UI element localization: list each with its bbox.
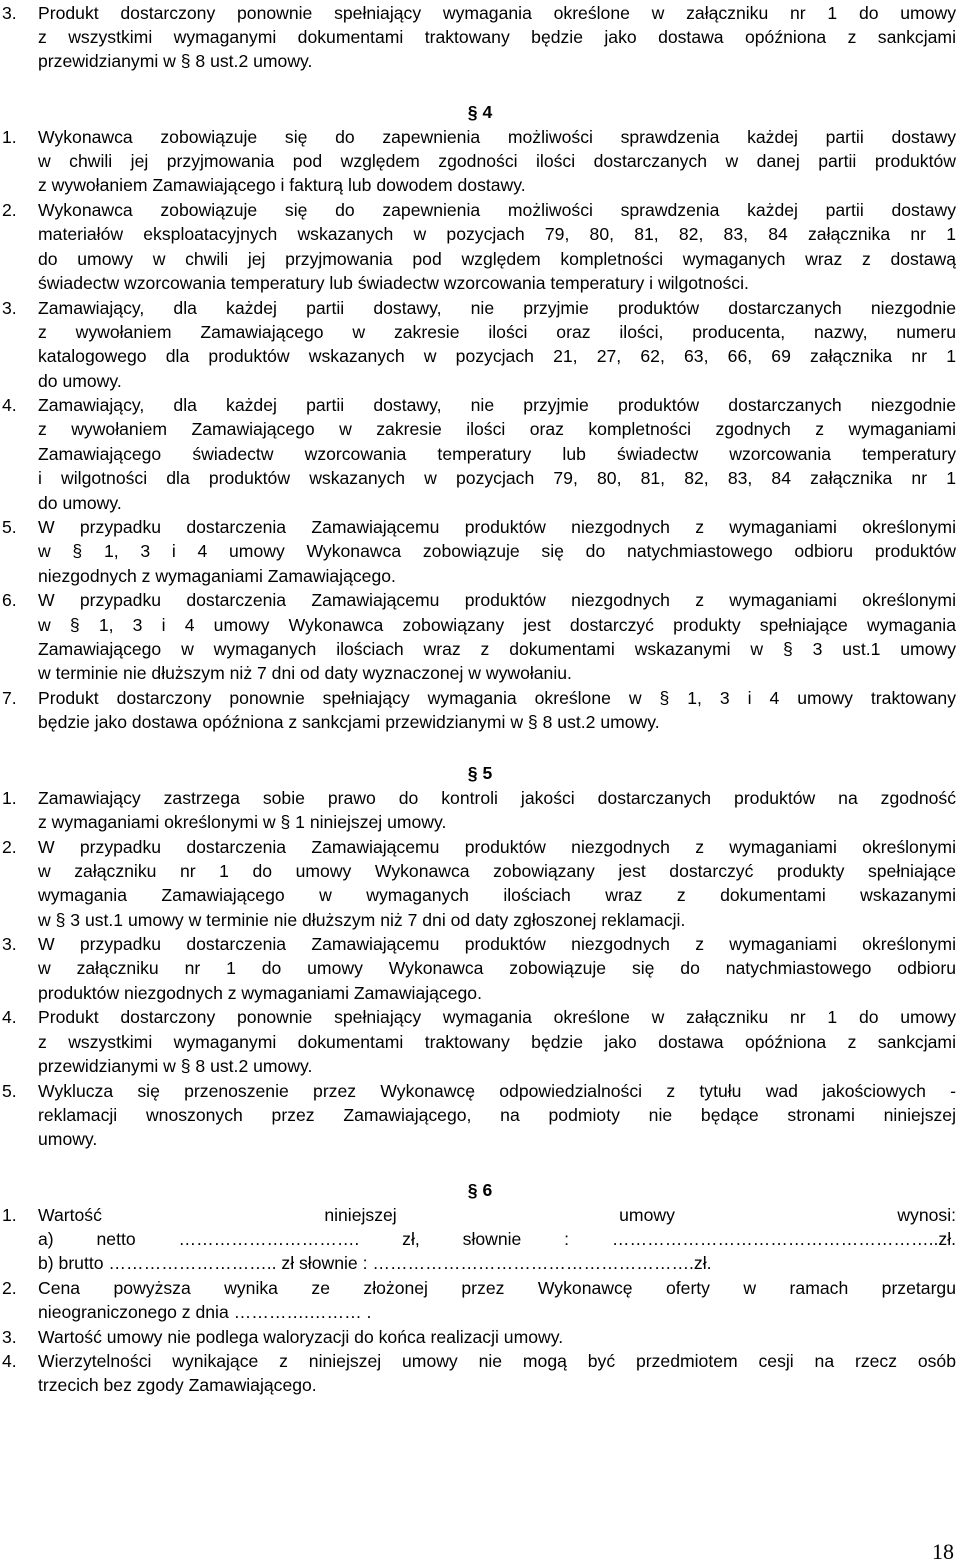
paragraph-number: 4. (2, 395, 17, 416)
text-line: produktów niezgodnych z wymaganiami Zamawiającego. (38, 982, 482, 1003)
numbered-paragraph (0, 125, 960, 198)
text-line: z wszystkimi wymaganymi dokumentami traktowany będzie jako dostawa opóźniona z sankcjami (38, 26, 956, 47)
text-line: umowy. (38, 1129, 98, 1150)
text-line: niezgodnych z wymaganiami Zamawiającego. (38, 565, 396, 586)
text-line: materiałów eksploatacyjnych wskazanych w pozycjach 79, 80, 81, 82, 83, 84 załącznika nr 1 (38, 224, 956, 245)
numbered-paragraph (0, 198, 960, 296)
text-line: Wartość niniejszej umowy wynosi: (38, 1204, 956, 1225)
numbered-paragraph (0, 686, 960, 735)
text-line: z wywołaniem Zamawiającego w zakresie ilości oraz kompletności zgodnych z wymaganiami (38, 419, 956, 440)
numbered-paragraph (0, 1203, 960, 1276)
text-line: w załączniku nr 1 do umowy Wykonawca zobowiązuje się do natychmiastowego odbioru (38, 958, 956, 979)
text-line: w chwili jej przyjmowania pod względem zgodności ilości dostarczanych w danej partii produktów (38, 151, 956, 172)
paragraph-number: 1. (2, 787, 17, 808)
numbered-paragraph (0, 1, 960, 74)
text-line: w § 1, 3 i 4 umowy Wykonawca zobowiązuje się do natychmiastowego odbioru produktów (38, 541, 956, 562)
text-line: z wszystkimi wymaganymi dokumentami traktowany będzie jako dostawa opóźniona z sankcjami (38, 1031, 956, 1052)
text-line: z wywołaniem Zamawiającego w zakresie ilości oraz ilości, producenta, nazwy, numeru (38, 321, 956, 342)
section-heading: § 4 (467, 102, 493, 123)
text-line: Wierzytelności wynikające z niniejszej umowy nie mogą być przedmiotem cesji na rzecz osób (38, 1351, 956, 1372)
paragraph-number: 3. (2, 1326, 17, 1347)
text-line: Zamawiający, dla każdej partii dostawy, nie przyjmie produktów dostarczanych niezgodnie (38, 395, 956, 416)
numbered-paragraph (0, 1276, 960, 1325)
text-line: W przypadku dostarczenia Zamawiającemu produktów niezgodnych z wymaganiami określonymi (38, 590, 956, 611)
paragraph-number: 4. (2, 1351, 17, 1372)
numbered-paragraph (0, 786, 960, 835)
text-line: Wykonawca zobowiązuje się do zapewnienia możliwości sprawdzenia każdej partii dostawy (38, 126, 956, 147)
paragraph-number: 2. (2, 199, 17, 220)
numbered-paragraph (0, 932, 960, 1005)
text-line: Wartość umowy nie podlega waloryzacji do końca realizacji umowy. (38, 1326, 564, 1347)
text-line: w załączniku nr 1 do umowy Wykonawca zobowiązany jest dostarczyć produkty spełniające (38, 860, 956, 881)
text-line: reklamacji wnoszonych przez Zamawiającego, na podmioty nie będące stronami niniejszej (38, 1104, 956, 1125)
numbered-paragraph (0, 393, 960, 515)
text-line: a) netto …………………………. zł, słownie : ………………………………………………..zł. (38, 1229, 956, 1250)
text-line: W przypadku dostarczenia Zamawiającemu produktów niezgodnych z wymaganiami określonymi (38, 934, 956, 955)
text-line: Wykonawca zobowiązuje się do zapewnienia możliwości sprawdzenia każdej partii dostawy (38, 199, 956, 220)
text-line: Produkt dostarczony ponownie spełniający wymagania określone w załączniku nr 1 do umowy (38, 1007, 956, 1028)
text-line: do umowy. (38, 492, 122, 513)
text-line: z wywołaniem Zamawiającego i fakturą lub dowodem dostawy. (38, 175, 526, 196)
paragraph-number: 5. (2, 1080, 17, 1101)
page-number: 18 (932, 1539, 954, 1564)
text-line: Zamawiającego w wymaganych ilościach wraz z dokumentami wskazanymi w § 3 ust.1 umowy (38, 639, 956, 660)
paragraph-number: 4. (2, 1007, 17, 1028)
numbered-paragraph (0, 1079, 960, 1152)
text-line: nieograniczonego z dnia ………….……… . (38, 1302, 372, 1323)
text-line: w § 1, 3 i 4 umowy Wykonawca zobowiązany jest dostarczyć produkty spełniające wymagania (38, 614, 956, 635)
text-line: Zamawiający zastrzega sobie prawo do kontroli jakości dostarczanych produktów na zgodność (38, 787, 956, 808)
text-line: przewidzianymi w § 8 ust.2 umowy. (38, 1056, 313, 1077)
text-line: trzecich bez zgody Zamawiającego. (38, 1375, 317, 1396)
text-line: w terminie nie dłuższym niż 7 dni od daty wyznaczonej w wywołaniu. (38, 663, 572, 684)
paragraph-number: 1. (2, 1204, 17, 1225)
text-line: przewidzianymi w § 8 ust.2 umowy. (38, 51, 313, 72)
numbered-paragraph (0, 296, 960, 394)
numbered-paragraph (0, 1325, 960, 1349)
text-line: Produkt dostarczony ponownie spełniający wymagania określone w § 1, 3 i 4 umowy traktowany (38, 687, 956, 708)
paragraph-number: 3. (2, 934, 17, 955)
text-line: świadectw wzorcowania temperatury lub świadectw wzorcowania temperatury i wilgotności. (38, 273, 749, 294)
text-line: będzie jako dostawa opóźniona z sankcjami przewidzianymi w § 8 ust.2 umowy. (38, 712, 660, 733)
text-line: z wymaganiami określonymi w § 1 niniejszej umowy. (38, 812, 447, 833)
text-line: do umowy. (38, 370, 122, 391)
paragraph-number: 5. (2, 517, 17, 538)
section-heading: § 5 (467, 763, 493, 784)
paragraph-number: 2. (2, 836, 17, 857)
text-line: i wilgotności dla produktów wskazanych w pozycjach 79, 80, 81, 82, 83, 84 załącznika nr 1 (38, 468, 956, 489)
text-line: b) brutto ……………………….. zł słownie : ……………………………………………….zł. (38, 1253, 712, 1274)
text-line: katalogowego dla produktów wskazanych w pozycjach 21, 27, 62, 63, 66, 69 załącznika nr 1 (38, 346, 956, 367)
text-line: w § 3 ust.1 umowy w terminie nie dłuższym niż 7 dni od daty zgłoszonej reklamacji. (38, 909, 686, 930)
paragraph-number: 3. (2, 297, 17, 318)
paragraph-number: 2. (2, 1277, 17, 1298)
section-heading: § 6 (467, 1180, 493, 1201)
text-line: Zamawiającego świadectw wzorcowania temperatury lub świadectw wzorcowania temperatury (38, 443, 956, 464)
text-line: Cena powyższa wynika ze złożonej przez Wykonawcę oferty w ramach przetargu (38, 1277, 956, 1298)
numbered-paragraph (0, 1005, 960, 1078)
numbered-paragraph (0, 515, 960, 588)
text-line: Wyklucza się przenoszenie przez Wykonawcę odpowiedzialności z tytułu wad jakościowych - (38, 1080, 956, 1101)
numbered-paragraph (0, 1349, 960, 1398)
text-line: Produkt dostarczony ponownie spełniający wymagania określone w załączniku nr 1 do umowy (38, 2, 956, 23)
text-line: Zamawiający, dla każdej partii dostawy, nie przyjmie produktów dostarczanych niezgodnie (38, 297, 956, 318)
numbered-paragraph (0, 835, 960, 933)
paragraph-number: 3. (2, 2, 17, 23)
numbered-paragraph (0, 588, 960, 686)
text-line: W przypadku dostarczenia Zamawiającemu produktów niezgodnych z wymaganiami określonymi (38, 517, 956, 538)
paragraph-number: 7. (2, 687, 17, 708)
paragraph-number: 6. (2, 590, 17, 611)
text-line: wymagania Zamawiającego w wymaganych ilościach wraz z dokumentami wskazanymi (38, 885, 956, 906)
text-line: do umowy w chwili jej przyjmowania pod względem kompletności wymaganych wraz z dostawą (38, 248, 956, 269)
paragraph-number: 1. (2, 126, 17, 147)
text-line: W przypadku dostarczenia Zamawiającemu produktów niezgodnych z wymaganiami określonymi (38, 836, 956, 857)
